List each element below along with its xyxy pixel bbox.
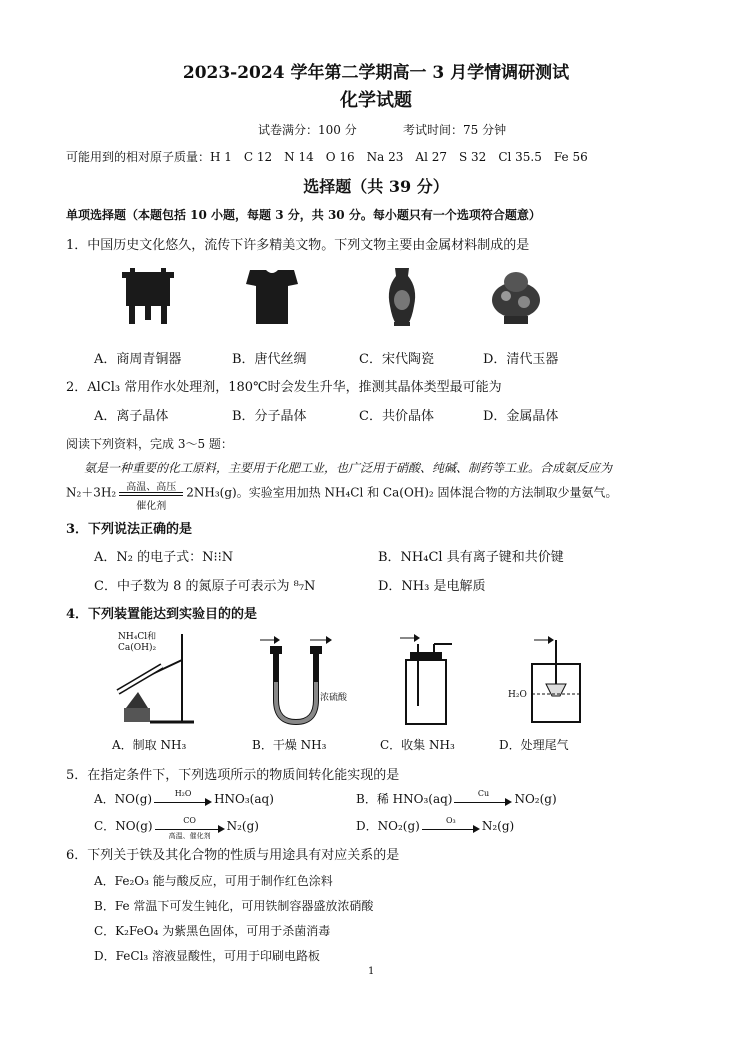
water-label: H₂O [508,690,527,700]
condition-bottom: 催化剂 [136,501,167,512]
condition-top: 高温、高压 [126,482,177,493]
equilibrium-arrow [119,480,183,512]
q3-option-b: B．NH₄Cl 具有离子键和共价键 [378,550,564,565]
section-title: 选择题（共 39 分） [303,177,449,196]
reaction-arrow: Cu [454,793,512,807]
q2-option-b: B．分子晶体 [232,409,307,424]
section-instruction: 单项选择题（本题包括 10 小题，每题 3 分，共 30 分。每小题只有一个选项符合题意） [66,208,541,222]
q5-stem: 5．在指定条件下，下列选项所示的物质间转化能实现的是 [66,768,400,783]
q6-option-d: D．FeCl₃ 溶液显酸性，可用于印刷电路板 [94,949,321,963]
reading-line1: 氨是一种重要的化工原料，主要用于化肥工业，也广泛用于硝酸、纯碱、制药等工业。合成氨反应为 [84,461,613,475]
subject-title: 化学试题 [340,90,412,111]
reaction-arrow: CO 高温、催化剂 [155,820,225,834]
q3-option-c: C．中子数为 8 的氮原子可表示为 ⁸₇N [94,579,316,594]
exam-title: 2023-2024 学年第二学期高一 3 月学情调研测试 [182,63,570,83]
acid-label: 浓硫酸 [320,693,348,703]
reading-line2 [66,480,618,512]
reaction-arrow: H₂O [154,793,212,807]
q5-option-d: D．NO₂(g) O₃ N₂(g) [356,815,515,833]
q3-option-d: D．NH₃ 是电解质 [378,579,486,594]
porcelain-vase-image [384,266,420,328]
bronze-vessel-image [118,268,178,324]
q1-option-b: B．唐代丝绸 [232,352,307,367]
reading-intro: 阅读下列资料，完成 3～5 题： [66,437,233,451]
q2-option-d: D．金属晶体 [483,409,559,424]
page-number: 1 [368,966,375,977]
q6-option-a: A．Fe₂O₃ 能与酸反应，可用于制作红色涂料 [94,874,333,888]
reaction-reactants: N₂＋3H₂ [66,485,117,500]
q3-stem: 3．下列说法正确的是 [66,522,193,537]
q1-option-d: D．清代玉器 [483,352,559,367]
q5-option-b: B．稀 HNO₃(aq) Cu NO₂(g) [356,788,557,806]
atomic-masses: 可能用到的相对原子质量：H 1 C 12 N 14 O 16 Na 23 Al 27 S 32 Cl 35.5 Fe 56 [66,150,588,164]
q4-option-b: B．干燥 NH₃ [252,738,327,752]
q5-option-a: A．NO(g) H₂O HNO₃(aq) [94,788,274,806]
q2-stem: 2．AlCl₃ 常用作水处理剂，180℃时会发生升华，推测其晶体类型最可能为 [66,380,502,395]
silk-garment-image [244,268,300,326]
q2-option-a: A．离子晶体 [94,409,169,424]
q5-option-c: C．NO(g) CO 高温、催化剂 N₂(g) [94,815,259,840]
q6-option-c: C．K₂FeO₄ 为紫黑色固体，可用于杀菌消毒 [94,924,331,938]
q4-stem: 4．下列装置能达到实验目的的是 [66,607,258,622]
apparatus-c [394,630,458,730]
exam-time: 考试时间：75 分钟 [403,123,507,137]
q4-option-d: D．处理尾气 [499,738,569,752]
q4-option-c: C．收集 NH₃ [380,738,455,752]
apparatus-d [524,630,588,730]
full-score: 试卷满分：100 分 [258,123,357,137]
reaction-arrow: O₃ [422,820,480,834]
apparatus-b [256,630,336,730]
reagent-label: NH₄Cl和 Ca(OH)₂ [118,632,157,653]
q1-option-a: A．商周青铜器 [94,352,182,367]
q4-option-a: A．制取 NH₃ [112,738,187,752]
q6-stem: 6．下列关于铁及其化合物的性质与用途具有对应关系的是 [66,848,400,863]
reaction-products: 2NH₃(g)。实验室用加热 NH₄Cl 和 Ca(OH)₂ 固体混合物的方法制取少量氨气。 [186,485,618,500]
q1-option-c: C．宋代陶瓷 [359,352,434,367]
q1-stem: 1．中国历史文化悠久，流传下许多精美文物。下列文物主要由金属材料制成的是 [66,238,530,253]
jade-artifact-image [486,266,546,326]
q3-option-a: A．N₂ 的电子式：N⁝⁝N [94,550,234,565]
q2-option-c: C．共价晶体 [359,409,434,424]
q6-option-b: B．Fe 常温下可发生钝化，可用铁制容器盛放浓硝酸 [94,899,374,913]
